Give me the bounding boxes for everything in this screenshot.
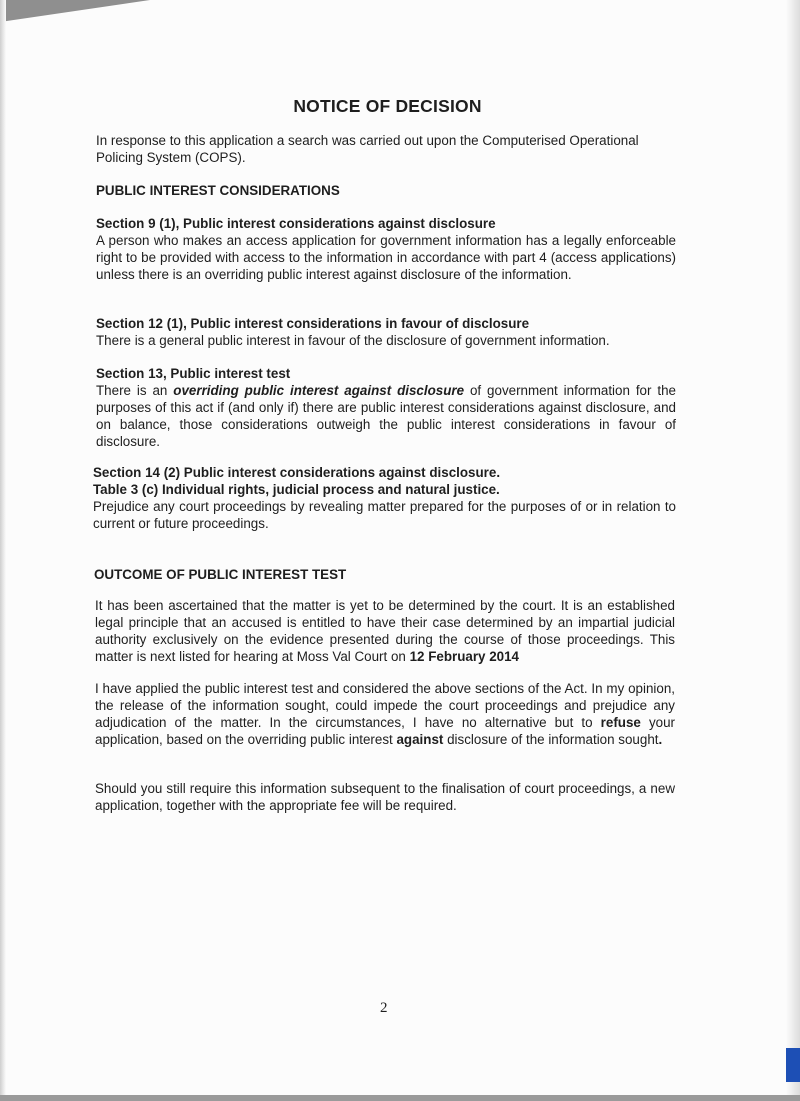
intro-text: In response to this application a search was carried out upon the Computerised Operational Policing System (COPS). [96,133,639,165]
page-number: 2 [380,1000,388,1016]
section-13-body [96,382,676,450]
public-interest-heading: PUBLIC INTEREST CONSIDERATIONS [96,183,340,198]
outcome-p3: Should you still require this information subsequent to the finalisation of court proceedings, a new application, together with the appropriate fee will be required. [95,781,675,813]
hearing-date: 12 February 2014 [409,649,520,664]
scan-corner-shadow [0,0,150,22]
against-word: against [396,732,444,747]
section-14-heading: Section 14 (2) Public interest considerations against disclosure. [93,465,501,480]
section-13-heading: Section 13, Public interest test [96,366,291,381]
section-13-emphasis: overriding public interest against disclosure [173,383,465,398]
outcome-paragraph-3 [95,780,675,814]
refuse-word: refuse [600,715,641,730]
scan-left-edge [0,0,6,1101]
section-13-body-pre: There is an [96,383,174,398]
section-9-body: A person who makes an access application for government information has a legally enforceable right to be provided with access to the information in accordance with part 4 (access applications) unless there is an overriding public interest against disclosure of the information. [96,233,676,282]
page-title: NOTICE OF DECISION [293,96,482,116]
intro-paragraph [96,132,676,166]
outcome-p1 [95,597,675,665]
outcome-paragraph-1 [95,597,675,665]
section-9-heading: Section 9 (1), Public interest considerations against disclosure [96,216,496,231]
scan-right-edge [786,0,800,1101]
section-12 [96,315,676,349]
outcome-p2-period: . [658,732,663,747]
blue-tab-mark [786,1048,800,1082]
section-14 [93,464,676,532]
outcome-p2-a: I have applied the public interest test and considered the above sections of the Act. In my opinion, the release of the information sought, could impede the court proceedings and prejudice any adjudication of the matter. In the circumstances, I have no alternative but to [95,681,675,730]
section-14-body: Prejudice any court proceedings by revealing matter prepared for the purposes of or in relation to current or future proceedings. [93,499,676,531]
outcome-p2-b: your application, based on the overriding public interest [95,715,675,747]
scan-bottom-edge [0,1095,800,1101]
section-13 [96,365,676,450]
outcome-heading: OUTCOME OF PUBLIC INTEREST TEST [94,567,347,582]
section-12-body: There is a general public interest in favour of the disclosure of government information. [96,333,610,348]
outcome-p2-c: disclosure of the information sought [443,732,659,747]
section-12-heading: Section 12 (1), Public interest considerations in favour of disclosure [96,316,530,331]
section-13-body-post: of government information for the purposes of this act if (and only if) there are public interest considerations against disclosure, and on balance, those considerations outweigh the public interest considerations in favour of disclosure. [96,383,676,449]
section-9 [96,215,676,283]
outcome-paragraph-2 [95,680,675,748]
outcome-p2 [95,680,675,748]
table-3c-heading: Table 3 (c) Individual rights, judicial process and natural justice. [93,482,500,497]
outcome-p1-text: It has been ascertained that the matter is yet to be determined by the court. It is an established legal principle that an accused is entitled to have their case determined by an impartial judicial authority exclusively on the evidence presented during the course of those proceedings. This matter is next listed for hearing at Moss Val Court on [95,598,675,664]
